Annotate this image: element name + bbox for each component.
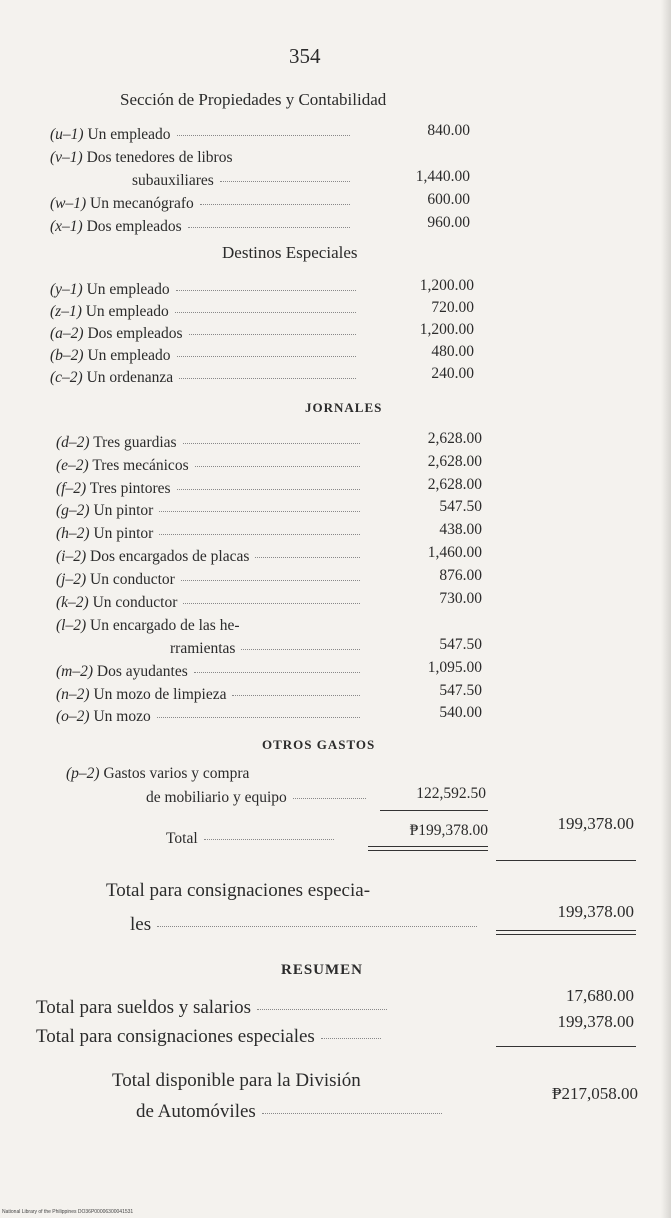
item-row bbox=[170, 640, 360, 658]
item-amount: 1,200.00 bbox=[419, 277, 474, 294]
item-row bbox=[56, 617, 240, 635]
item-row bbox=[50, 149, 233, 167]
item-row bbox=[56, 434, 360, 452]
sueldos-label: Total para sueldos y salarios bbox=[36, 997, 252, 1018]
item-amount: 438.00 bbox=[439, 521, 482, 538]
item-code: (k–2) bbox=[56, 594, 89, 611]
item-amount: 1,460.00 bbox=[427, 544, 482, 561]
item-row bbox=[50, 325, 356, 343]
disponible-line-2 bbox=[136, 1101, 442, 1123]
item-code: (l–2) bbox=[56, 617, 87, 634]
item-text: Un mozo de limpieza bbox=[93, 686, 227, 703]
leader-dots bbox=[159, 510, 360, 512]
item-code: (n–2) bbox=[56, 686, 90, 703]
item-amount: 122,592.50 bbox=[416, 785, 486, 802]
section-title-propiedades: Sección de Propiedades y Contabilidad bbox=[120, 90, 387, 109]
item-row bbox=[146, 789, 366, 807]
total-label: Total bbox=[166, 830, 198, 847]
item-text: Tres guardias bbox=[93, 434, 177, 451]
section-title-otros-gastos: OTROS GASTOS bbox=[262, 737, 376, 752]
leader-dots bbox=[194, 671, 360, 673]
item-row bbox=[50, 369, 356, 387]
leader-dots bbox=[262, 1112, 442, 1114]
double-rule-bottom bbox=[368, 850, 488, 851]
item-code: (i–2) bbox=[56, 548, 87, 565]
leader-dots bbox=[177, 355, 356, 357]
leader-dots bbox=[157, 925, 477, 927]
item-amount: 730.00 bbox=[439, 590, 482, 607]
section-title-jornales: JORNALES bbox=[305, 400, 383, 415]
item-code: (o–2) bbox=[56, 708, 90, 725]
item-code: (m–2) bbox=[56, 663, 94, 680]
item-code: (v–1) bbox=[50, 149, 83, 166]
leader-dots bbox=[257, 1008, 387, 1010]
item-code: (p–2) bbox=[66, 765, 100, 782]
leader-dots bbox=[321, 1037, 381, 1039]
item-row bbox=[50, 218, 350, 236]
item-amount: 960.00 bbox=[427, 214, 470, 231]
leader-dots bbox=[159, 533, 360, 535]
item-text: Dos encargados de placas bbox=[90, 548, 250, 565]
double-rule-top bbox=[368, 846, 488, 847]
leader-dots bbox=[195, 465, 360, 467]
item-code: (b–2) bbox=[50, 347, 84, 364]
item-amount: 547.50 bbox=[439, 682, 482, 699]
leader-dots bbox=[189, 333, 356, 335]
item-row bbox=[56, 686, 360, 704]
total-amount: ₱199,378.00 bbox=[409, 822, 488, 839]
item-row bbox=[56, 663, 360, 681]
item-row bbox=[56, 480, 360, 498]
item-row bbox=[56, 457, 360, 475]
especiales-label-1: Total para consignaciones especia- bbox=[106, 880, 371, 901]
consig-amount: 199,378.00 bbox=[557, 1012, 634, 1031]
item-row bbox=[56, 571, 360, 589]
item-code: (g–2) bbox=[56, 502, 90, 519]
item-text: Un pintor bbox=[93, 525, 154, 542]
total-right-rule bbox=[496, 860, 636, 861]
item-text: Un empleado bbox=[87, 126, 171, 143]
item-row bbox=[56, 502, 360, 520]
leader-dots bbox=[241, 648, 360, 650]
item-code: (h–2) bbox=[56, 525, 90, 542]
item-text: Un conductor bbox=[90, 571, 175, 588]
item-row bbox=[50, 126, 350, 144]
item-amount: 1,200.00 bbox=[419, 321, 474, 338]
item-amount: 240.00 bbox=[431, 365, 474, 382]
item-text: Tres mecánicos bbox=[92, 457, 189, 474]
consig-line bbox=[36, 1026, 381, 1048]
leader-dots bbox=[188, 226, 350, 228]
item-code: (z–1) bbox=[50, 303, 82, 320]
item-amount: 2,628.00 bbox=[427, 476, 482, 493]
sueldos-amount: 17,680.00 bbox=[566, 986, 634, 1005]
item-text: Un empleado bbox=[87, 347, 171, 364]
item-code: (j–2) bbox=[56, 571, 87, 588]
page-number: 354 bbox=[289, 44, 321, 68]
item-code: (u–1) bbox=[50, 126, 84, 143]
leader-dots bbox=[175, 311, 356, 313]
item-text: Un ordenanza bbox=[86, 369, 174, 386]
especiales-label-2: les bbox=[130, 914, 152, 935]
item-row bbox=[50, 303, 356, 321]
resumen-title: RESUMEN bbox=[281, 962, 364, 978]
item-row bbox=[56, 525, 360, 543]
consig-label: Total para consignaciones especiales bbox=[36, 1026, 315, 1047]
item-amount: 600.00 bbox=[427, 191, 470, 208]
item-amount: 840.00 bbox=[427, 122, 470, 139]
item-row bbox=[132, 172, 350, 190]
item-row bbox=[56, 594, 360, 612]
especiales-amount: 199,378.00 bbox=[557, 902, 634, 921]
item-amount: 1,440.00 bbox=[415, 168, 470, 185]
double-rule-top bbox=[496, 930, 636, 931]
sueldos-line bbox=[36, 997, 387, 1019]
item-row bbox=[66, 765, 249, 783]
leader-dots bbox=[183, 442, 360, 444]
leader-dots bbox=[293, 797, 366, 799]
item-code: (y–1) bbox=[50, 281, 83, 298]
item-text: Dos empleados bbox=[87, 325, 183, 342]
item-amount: 547.50 bbox=[439, 636, 482, 653]
leader-dots bbox=[179, 377, 356, 379]
item-code: (e–2) bbox=[56, 457, 89, 474]
item-text: subauxiliares bbox=[132, 172, 214, 189]
leader-dots bbox=[255, 556, 360, 558]
item-text: Dos empleados bbox=[86, 218, 182, 235]
library-footer: National Library of the Philippines DO36P00006300041531 bbox=[2, 1209, 134, 1215]
item-text: Un empleado bbox=[86, 281, 170, 298]
item-text: Un conductor bbox=[92, 594, 178, 611]
leader-dots bbox=[176, 289, 356, 291]
item-row bbox=[56, 548, 360, 566]
item-text: rramientas bbox=[170, 640, 236, 657]
leader-dots bbox=[177, 134, 350, 136]
item-amount: 2,628.00 bbox=[427, 430, 482, 447]
item-amount: 480.00 bbox=[431, 343, 474, 360]
total-right-amount: 199,378.00 bbox=[557, 814, 634, 833]
item-code: (f–2) bbox=[56, 480, 87, 497]
item-text: Un pintor bbox=[93, 502, 154, 519]
item-text: Un empleado bbox=[85, 303, 169, 320]
leader-dots bbox=[181, 579, 360, 581]
item-code: (x–1) bbox=[50, 218, 83, 235]
item-text: Un mecanógrafo bbox=[90, 195, 194, 212]
subtotal-rule bbox=[380, 810, 488, 811]
item-text: Dos ayudantes bbox=[96, 663, 188, 680]
item-amount: 720.00 bbox=[431, 299, 474, 316]
item-row bbox=[56, 708, 360, 726]
page-edge bbox=[661, 0, 671, 1218]
leader-dots bbox=[204, 838, 334, 840]
total-line bbox=[166, 830, 334, 848]
item-amount: 547.50 bbox=[439, 498, 482, 515]
double-rule-bottom bbox=[496, 934, 636, 935]
leader-dots bbox=[157, 716, 360, 718]
item-code: (a–2) bbox=[50, 325, 84, 342]
item-amount: 540.00 bbox=[439, 704, 482, 721]
item-text: Gastos varios y compra bbox=[103, 765, 250, 782]
leader-dots bbox=[232, 694, 360, 696]
item-text: de mobiliario y equipo bbox=[146, 789, 287, 806]
item-text: Tres pintores bbox=[89, 480, 171, 497]
item-amount: 1,095.00 bbox=[427, 659, 482, 676]
item-amount: 2,628.00 bbox=[427, 453, 482, 470]
leader-dots bbox=[220, 180, 350, 182]
leader-dots bbox=[200, 203, 350, 205]
resumen-rule bbox=[496, 1046, 636, 1047]
item-text: Un encargado de las he- bbox=[90, 617, 240, 634]
item-code: (d–2) bbox=[56, 434, 90, 451]
item-row bbox=[50, 281, 356, 299]
especiales-label-2-line bbox=[130, 914, 477, 936]
item-text: Un mozo bbox=[93, 708, 151, 725]
leader-dots bbox=[183, 602, 360, 604]
item-amount: 876.00 bbox=[439, 567, 482, 584]
item-code: (w–1) bbox=[50, 195, 87, 212]
disponible-amount: ₱217,058.00 bbox=[552, 1084, 638, 1103]
item-row bbox=[50, 347, 356, 365]
section-title-destinos: Destinos Especiales bbox=[222, 243, 358, 262]
item-code: (c–2) bbox=[50, 369, 83, 386]
item-row bbox=[50, 195, 350, 213]
disponible-label-2: de Automóviles bbox=[136, 1101, 256, 1122]
leader-dots bbox=[177, 488, 360, 490]
disponible-label-1: Total disponible para la División bbox=[112, 1070, 361, 1091]
item-text: Dos tenedores de libros bbox=[86, 149, 233, 166]
